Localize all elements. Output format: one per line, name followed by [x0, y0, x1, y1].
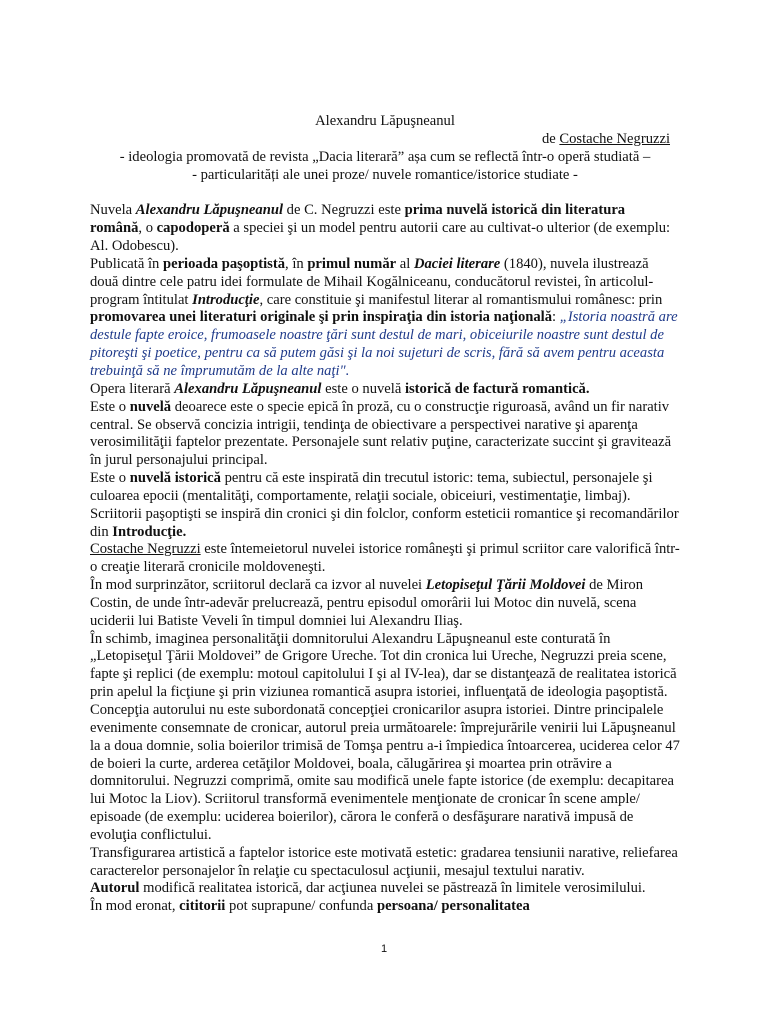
page-number: 1 [380, 943, 388, 955]
paragraph-founder: Costache Negruzzi este întemeietorul nuvelei istorice româneşti şi primul scriitor care valorifică într-o creaţie literară cronicile moldoveneşti. [90, 541, 680, 576]
document-body [90, 113, 680, 916]
paragraph-historical-novella: Este o nuvelă istorică pentru că este inspirată din trecutul istoric: tema, subiectul, personajele şi culoarea epocii (mentalităţi, comportamente, relaţii sociale, obiceiuri, vestimentaţie, limbaj). Scriitorii paşoptişti se inspiră din cronici şi din folclor, conform esteticii romantice şi recomandărilor din Introducţie. [90, 470, 679, 540]
subtitle-ideology: - ideologia promovată de revista „Dacia literară” așa cum se reflectă într-o operă studiată – [119, 148, 651, 165]
paragraph-ureche: În schimb, imaginea personalităţii domnitorului Alexandru Lăpuşneanul este conturată în „Letopiseţul Ţării Moldovei” de Grigore Ureche. Tot din cronica lui Ureche, Negruzzi preia scene, fapte şi replici (de exemplu: motoul capitolului I şi al IV-lea), dar se distanţează de realitatea istorică prin apelul la ficţiune şi prin viziunea romantică asupra istoriei, influenţată de ideologia paşoptistă. Concepţia autorului nu este subordonată concepţiei cronicarilor asupra istoriei. Dintre principalele evenimente consemnate de cronicar, autorul preia următoarele: împrejurările venirii lui Lăpuşneanul la a doua domnie, solia boierilor trimisă de Tomşa pentru a-i împiedica întoarcerea, uciderea celor 47 de boieri la curte, arderea cetăţilor Moldovei, boala, călugărirea şi moartea prin otrăvire a domnitorului. Negruzzi comprimă, omite sau modifică unele fapte istorice (de exemplu: decapitarea lui Motoc la Liov). Scriitorul transformă evenimentele menţionate de cronicar în scene ample/ episoade (de exemplu: uciderea boierilor), cărora le conferă o desfăşurare narativă impusă de evoluţia conflictului. [90, 630, 680, 843]
author-link-2[interactable]: Costache Negruzzi [90, 541, 201, 558]
paragraph-publication: Publicată în perioada paşoptistă, în primul număr al Daciei literare (1840), nuvela ilustrează două dintre cele patru idei formulate de Mihail Kogălniceanu, conducătorul revistei, în articolul-program întitulat Introducţie, care constituie şi manifestul literar al romantismului românesc: prin promovarea unei literaturi originale şi prin inspiraţia din istoria naţională: „Istoria noastră are destule fapte eroice, frumoasele noastre ţări sunt destul de mari, obiceiurile noastre sunt destul de pitoreşti şi poetice, pentru ca să putem găsi şi la noi sujeturi de scris, fără să avem pentru aceasta trebuinţă să ne împrumutăm de la alte naţi". [90, 255, 678, 379]
paragraph-source: În mod surprinzător, scriitorul declară ca izvor al nuvelei Letopiseţul Ţării Moldovei de Miron Costin, de unde într-adevăr prelucrează, pentru episodul omorârii lui Motoc din nuvelă, scena uciderii lui Batiste Veveli în timpul domniei lui Alexandru Iliaş. [90, 577, 644, 629]
paragraph-historical-romantic: Opera literară Alexandru Lăpuşneanul este o nuvelă istorică de factură romantică. [90, 380, 590, 397]
paragraph-novella: Este o nuvelă deoarece este o specie epică în proză, cu o construcţie riguroasă, având un fir narativ central. Se observă concizia intrigii, tendinţa de obiectivare a perspectivei narative şi aparenţa verosimilităţii faptelor prezentate. Personajele sunt relativ puţine, caracterizate succint şi gravitează în jurul personajului principal. [90, 398, 672, 469]
kogalniceanu-quote: „Istoria noastră are destule fapte eroice, frumoasele noastre ţări sunt destul de mari, obiceiurile noastre sunt destul de pitoreşti şi poetice, pentru ca să putem găsi şi la noi sujeturi de scris, fără să avem pentru aceasta trebuinţă să ne împrumutăm de la alte naţi". [90, 309, 678, 379]
author-prefix: de [541, 130, 560, 147]
paragraph-author: Autorul modifică realitatea istorică, dar acţiunea nuvelei se păstrează în limitele verosimilului. [90, 880, 646, 897]
paragraph-transfiguration: Transfigurarea artistică a faptelor istorice este motivată estetic: gradarea tensiunii narative, reliefarea caracterelor personajelor în relaţie cu spectaculosul acţiunii, mesajul textului narativ. [90, 844, 678, 879]
author-link[interactable]: Costache Negruzzi [559, 130, 670, 147]
subtitle-particularities: - particularități ale unei proze/ nuvele romantice/istorice studiate - [192, 166, 578, 183]
paragraph-readers: În mod eronat, cititorii pot suprapune/ confunda persoana/ personalitatea [90, 898, 530, 915]
document-title: Alexandru Lăpuşneanul [315, 113, 455, 129]
paragraph-intro: Nuvela Alexandru Lăpuşneanul de C. Negruzzi este prima nuvelă istorică din literatura română, o capodoperă a speciei şi un model pentru autorii care au cultivat-o ulterior (de exemplu: Al. Odobescu). [90, 202, 671, 255]
author-line [90, 131, 680, 149]
